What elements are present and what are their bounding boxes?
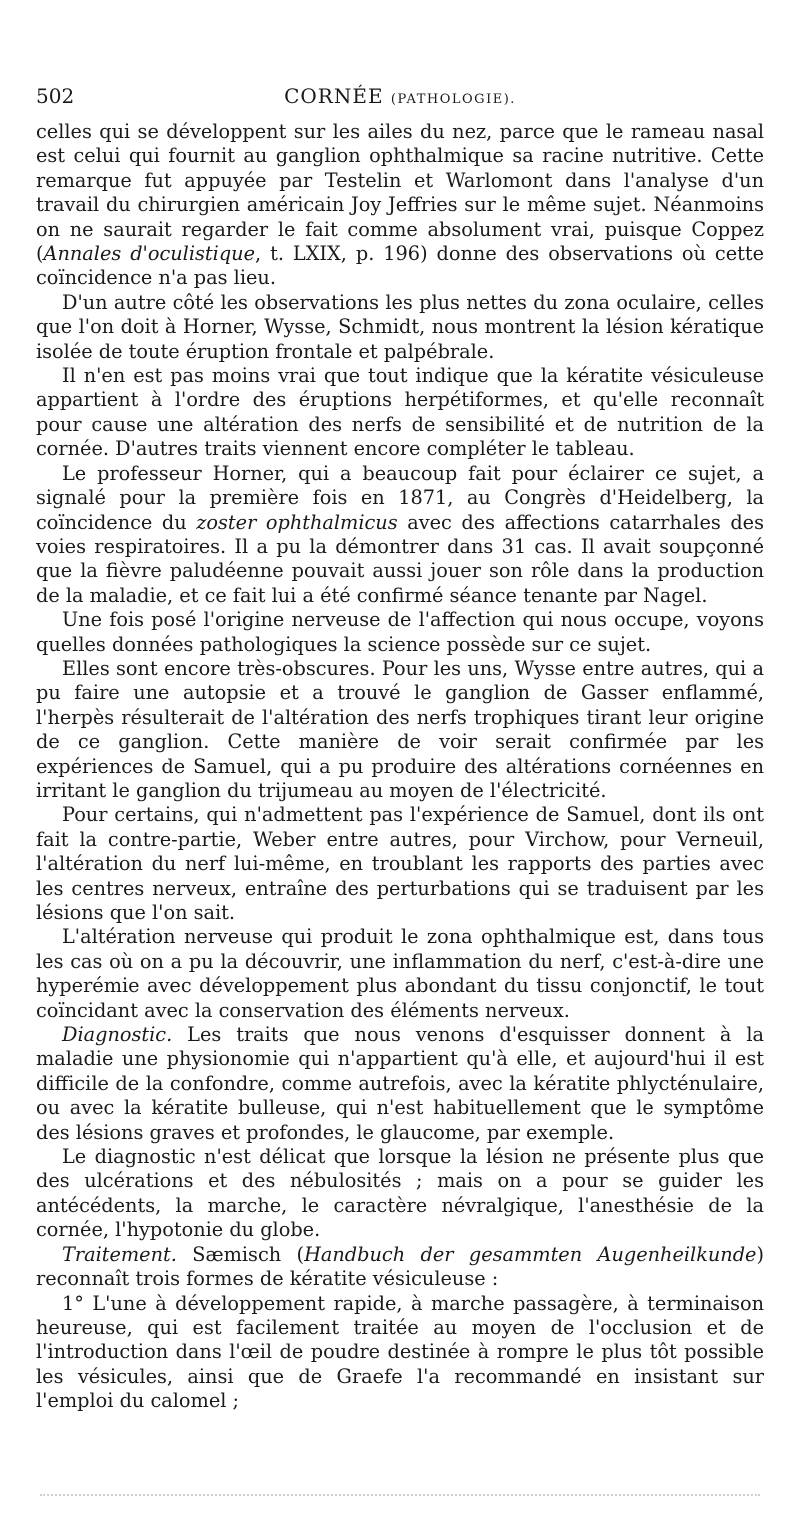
paragraph-diagnostic: Diagnostic. Les traits que nous venons d'esquisser donnent à la maladie une physionomie qui n'appartient qu'à elle, et aujourd'hui il est difficile de la confondre, comme autrefois, avec la kératite phlycténulaire, ou avec la kératite bulleuse, qui n'est habituellement que le symptôme des lésions graves et profondes, le glaucome, par exemple. [36, 1023, 764, 1144]
paragraph-8: L'altération nerveuse qui produit le zona ophthalmique est, dans tous les cas où on a pu la découvrir, une inflammation du nerf, c'est-à-dire une hyperémie avec développement plus abondant du tissu conjonctif, le tout coïncidant avec la conservation des éléments nerveux. [36, 925, 764, 1022]
section-heading-diagnostic: Diagnostic. [62, 1023, 173, 1047]
running-title-sub: (PATHOLOGIE). [390, 92, 516, 107]
paragraph-6: Elles sont encore très-obscures. Pour les uns, Wysse entre autres, qui a pu faire une autopsie et a trouvé le ganglion de Gasser enflammé, l'herpès résulterait de l'altération des nerfs trophiques tirant leur origine de ce ganglion. Cette manière de voir serait confirmée par les expériences de Samuel, qui a pu produire des altérations cornéennes en irritant le ganglion du trijumeau au moyen de l'électricité. [36, 656, 764, 802]
paragraph-7: Pour certains, qui n'admettent pas l'expérience de Samuel, dont ils ont fait la contre-partie, Weber entre autres, pour Virchow, pour Verneuil, l'altération du nerf lui-même, en troublant les rapports des parties avec les centres nerveux, entraîne des perturbations qui se traduisent par les lésions que l'on sait. [36, 803, 764, 924]
paragraph-5: Une fois posé l'origine nerveuse de l'affection qui nous occupe, voyons quelles données pathologiques la science possède sur ce sujet. [36, 608, 764, 656]
body-text [36, 120, 764, 1414]
page-number: 502 [36, 84, 75, 108]
journal-title: Annales d'oculistique [43, 242, 255, 266]
book-page [36, 84, 764, 1414]
running-title [96, 84, 764, 108]
footer-scan-noise [40, 1494, 760, 1500]
paragraph-1: celles qui se développent sur les ailes du nez, parce que le rameau nasal est celui qui fournit au ganglion ophthalmique sa racine nutritive. Cette remarque fut appuyée par Testelin et Warlomont dans l'analyse d'un travail du chirurgien américain Joy Jeffries sur le même sujet. Néanmoins on ne saurait regarder le fait comme absolument vrai, puisque Coppez (Annales d'oculistique, t. LXIX, p. 196) donne des observations où cette coïncidence n'a pas lieu. [36, 120, 765, 290]
running-title-main: CORNÉE [284, 84, 384, 108]
paragraph-2: D'un autre côté les observations les plus nettes du zona oculaire, celles que l'on doit à Horner, Wysse, Schmidt, nous montrent la lésion kératique isolée de toute éruption frontale et palpébrale. [36, 290, 764, 363]
paragraph-10: Le diagnostic n'est délicat que lorsque la lésion ne présente plus que des ulcérations et des nébulosités ; mais on a pour se guider les antécédents, la marche, le caractère névralgique, l'anesthésie de la cornée, l'hypotonie du globe. [36, 1145, 764, 1242]
paragraph-12: 1° L'une à développement rapide, à marche passagère, à terminaison heureuse, qui est facilement traitée au moyen de l'occlusion et de l'introduction dans l'œil de poudre destinée à rompre le plus tôt possible les vésicules, ainsi que de Graefe l'a recommandé en insistant sur l'emploi du calomel ; [36, 1291, 764, 1413]
page-header [36, 84, 764, 120]
latin-term: zoster ophthalmicus [196, 510, 398, 534]
book-title: Handbuch der gesammten Augenheilkunde [304, 1242, 757, 1266]
paragraph-traitement: Traitement. Sæmisch (Handbuch der gesammten Augenheilkunde) reconnaît trois formes de kératite vésiculeuse : [36, 1242, 764, 1291]
section-heading-traitement: Traitement. [62, 1242, 177, 1266]
paragraph-4: Le professeur Horner, qui a beaucoup fait pour éclairer ce sujet, a signalé pour la première fois en 1871, au Congrès d'Heidelberg, la coïncidence du zoster ophthalmicus avec des affections catarrhales des voies respiratoires. Il a pu la démontrer dans 31 cas. Il avait soupçonné que la fièvre paludéenne pouvait aussi jouer son rôle dans la production de la maladie, et ce fait lui a été confirmé séance tenante par Nagel. [36, 461, 764, 607]
paragraph-3: Il n'en est pas moins vrai que tout indique que la kératite vésiculeuse appartient à l'ordre des éruptions herpétiformes, et qu'elle reconnaît pour cause une altération des nerfs de sensibilité et de nutrition de la cornée. D'autres traits viennent encore compléter le tableau. [36, 364, 764, 461]
